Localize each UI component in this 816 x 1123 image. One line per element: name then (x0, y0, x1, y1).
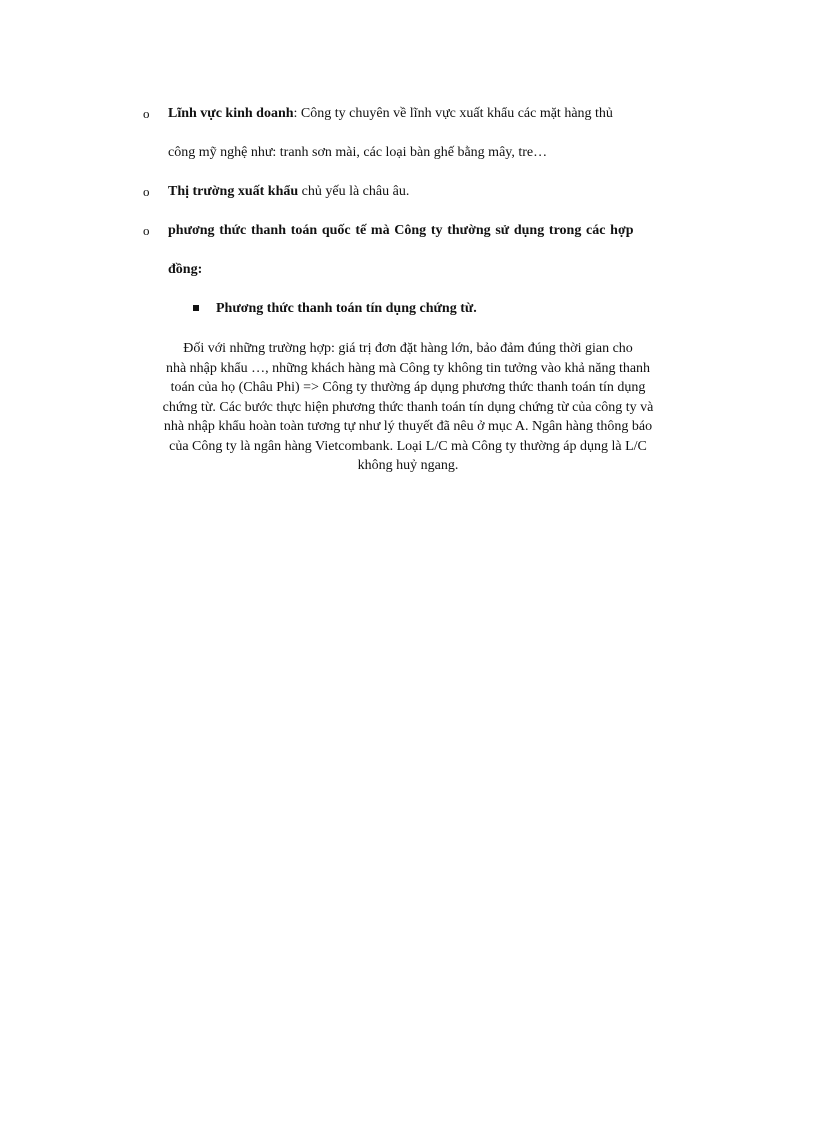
bullet-body-continued: công mỹ nghệ như: tranh sơn mài, các loại bàn ghế bằng mây, tre… (168, 145, 548, 160)
bullet-text (168, 183, 409, 201)
paragraph-line: Đối với những trường hợp: giá trị đơn đặt hàng lớn, bảo đảm đúng thời gian cho (183, 341, 633, 356)
square-bullet-icon (193, 305, 199, 311)
bullet-title: Thị trường xuất khẩu (168, 184, 299, 199)
bullet-body: chủ yếu là châu âu. (298, 184, 410, 199)
paragraph-line: chứng từ. Các bước thực hiện phương thức thanh toán tín dụng chứng từ của công ty và (162, 399, 654, 415)
circle-bullet-icon: o (143, 184, 150, 199)
circle-bullet-icon: o (143, 106, 150, 121)
paragraph-line: nhà nhập khẩu …, những khách hàng mà Công ty không tin tưởng vào khả năng thanh (165, 360, 651, 376)
bullet-body: : Công ty chuyên về lĩnh vực xuất khẩu các mặt hàng thủ (293, 106, 613, 121)
bullet-title: Lĩnh vực kinh doanh (168, 106, 294, 121)
bullet-title: phương thức thanh toán quốc tế mà Công ty thường sử dụng trong các hợp (168, 223, 634, 238)
paragraph-line: toán của họ (Châu Phi) => Công ty thường áp dụng phương thức thanh toán tín dụng (170, 380, 646, 395)
paragraph-line: của Công ty là ngân hàng Vietcombank. Loại L/C mà Công ty thường áp dụng là L/C (169, 438, 647, 454)
paragraph-line: không huỷ ngang. (357, 458, 459, 473)
circle-bullet-icon: o (143, 223, 150, 238)
bullet-text (168, 105, 613, 123)
bullet-title-continued: đồng: (168, 262, 203, 277)
body-paragraph (122, 339, 694, 476)
sub-bullet-text: Phương thức thanh toán tín dụng chứng từ. (216, 301, 477, 316)
paragraph-line: nhà nhập khẩu hoàn toàn tương tự như lý thuyết đã nêu ở mục A. Ngân hàng thông báo (163, 419, 653, 434)
